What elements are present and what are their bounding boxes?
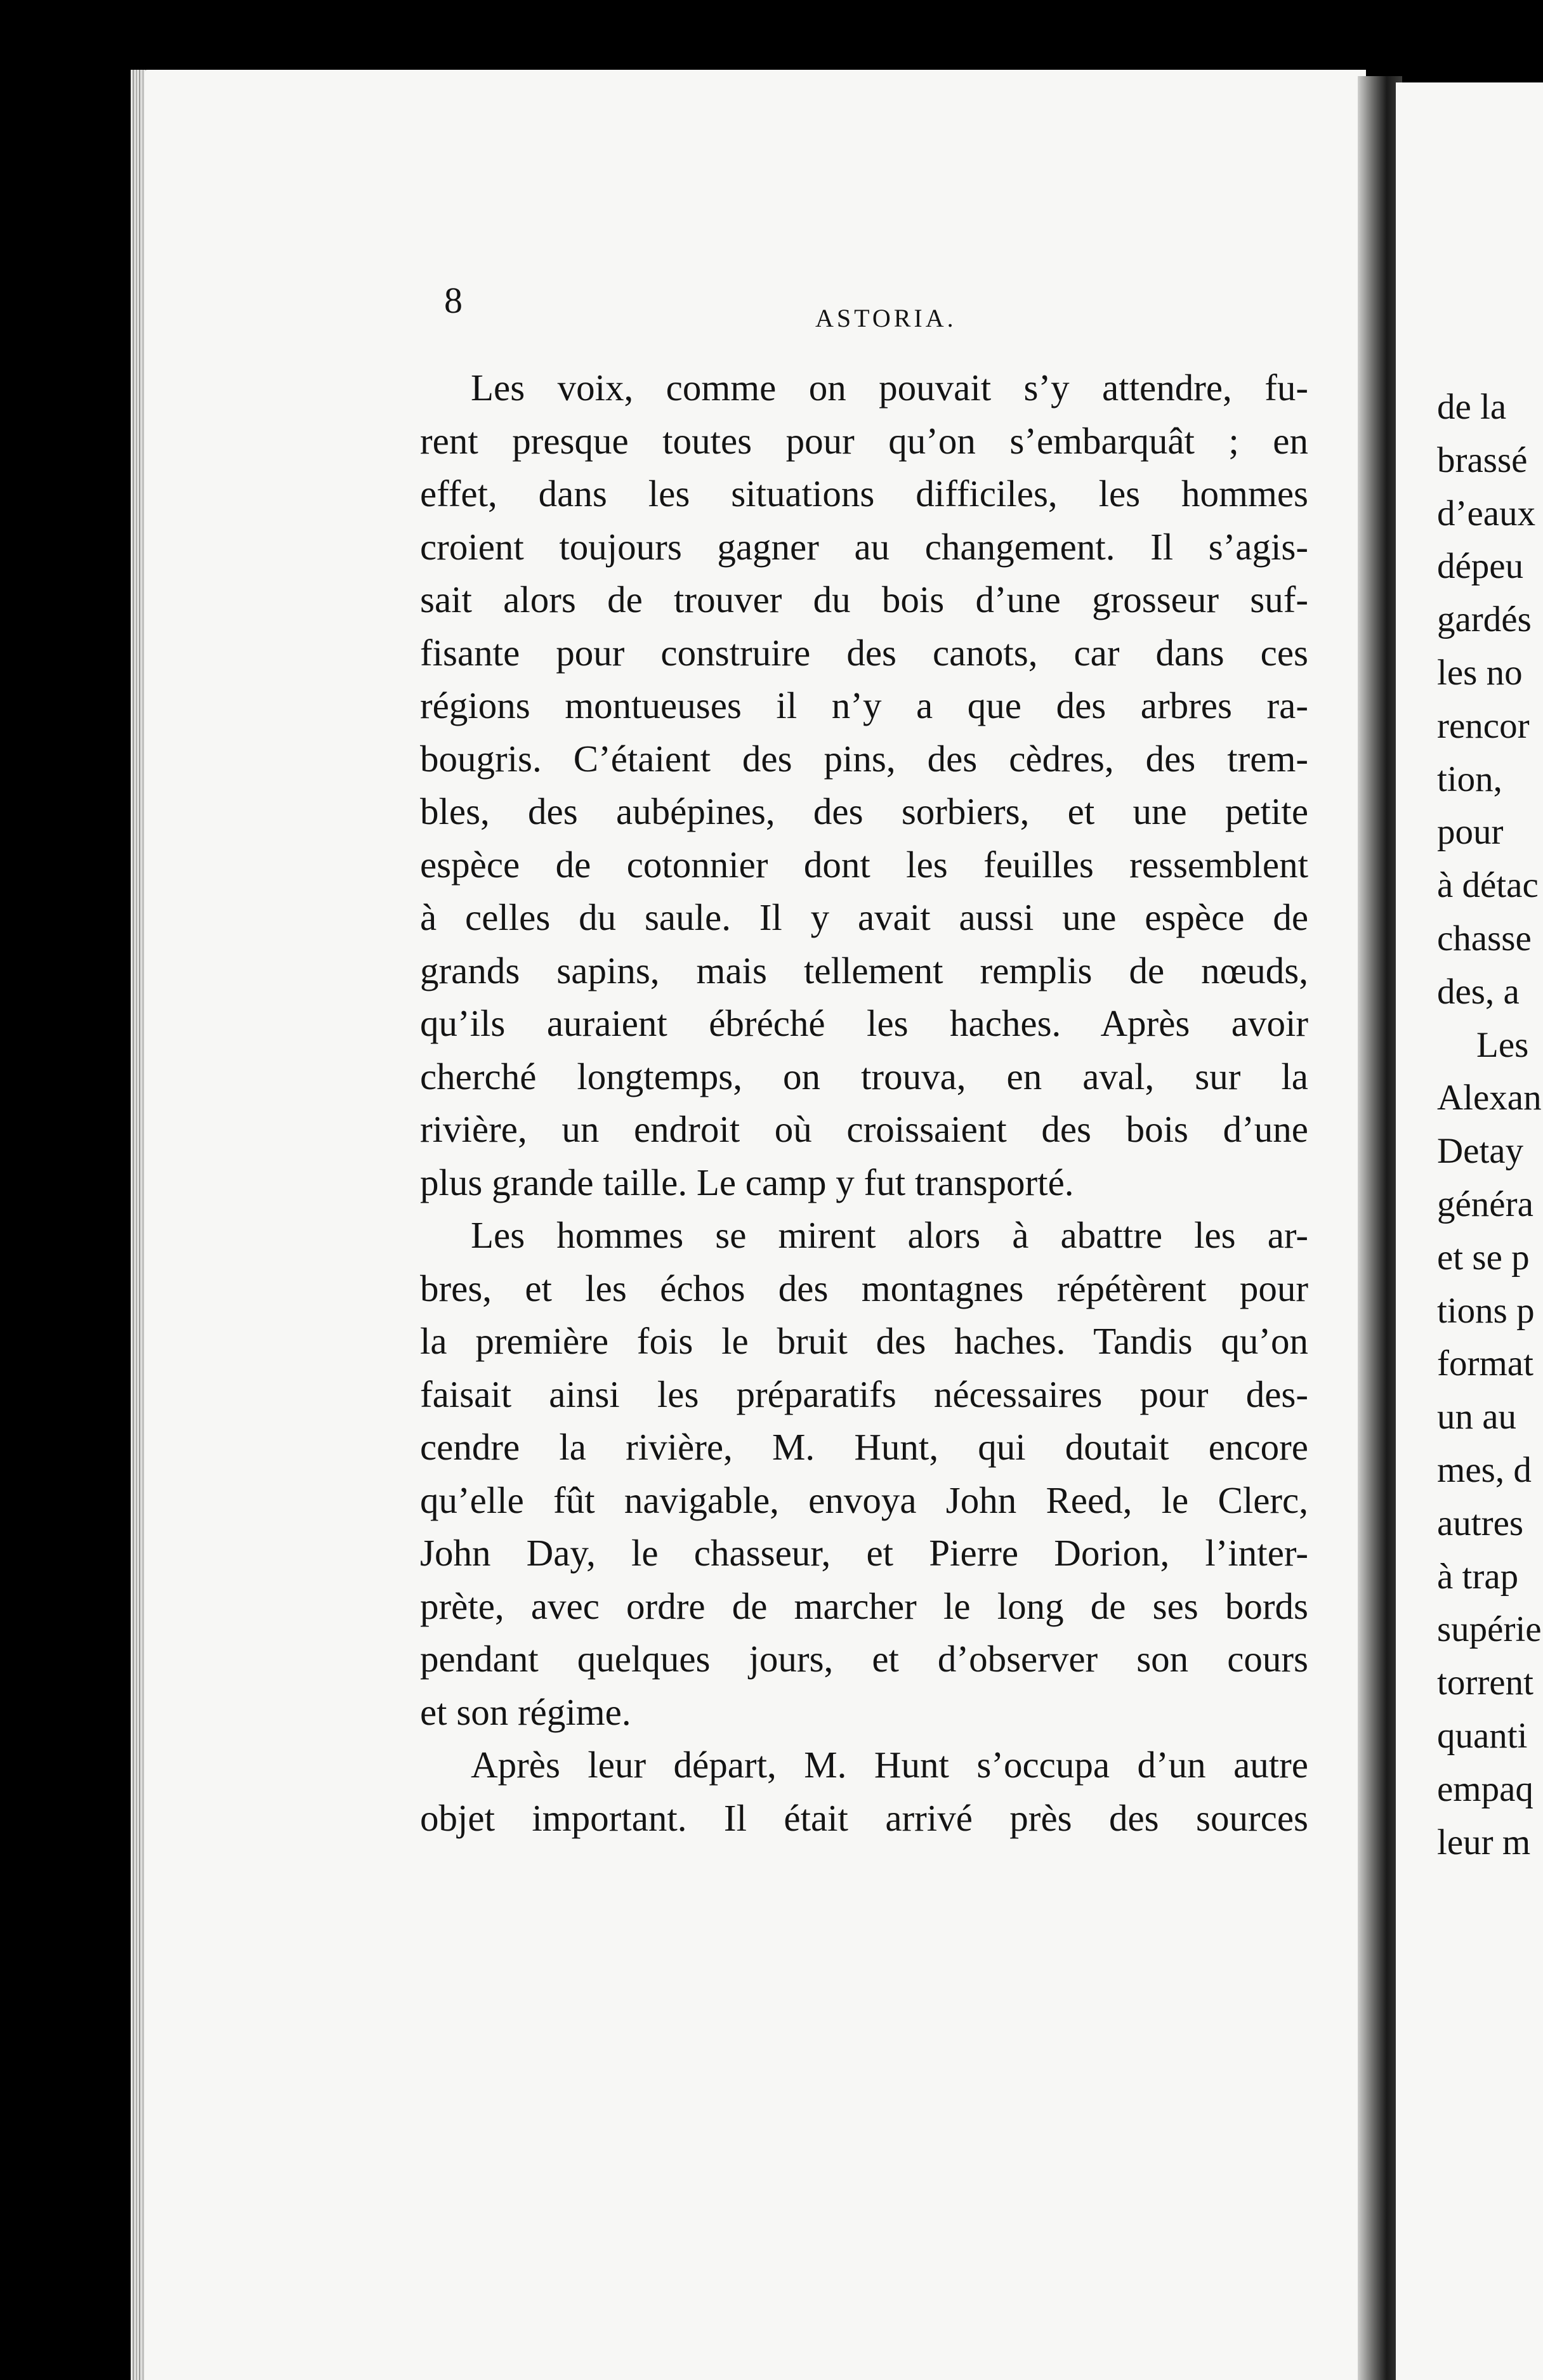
- text-line: faisait ainsi les préparatifs nécessaires pour des-: [420, 1373, 1308, 1415]
- text-line: dépeu: [1437, 546, 1524, 587]
- text-line: pour: [1437, 812, 1504, 853]
- text-line: à trap: [1437, 1556, 1519, 1597]
- text-line: généra: [1437, 1184, 1533, 1224]
- text-line: et son régime.: [420, 1690, 631, 1733]
- left-page-body: [420, 362, 1308, 1845]
- text-line: format: [1437, 1344, 1533, 1384]
- text-line: leur m: [1437, 1822, 1531, 1862]
- text-line: à détac: [1437, 865, 1539, 906]
- text-line: quanti: [1437, 1715, 1528, 1756]
- text-line: sait alors de trouver du bois d’une grosseur suf-: [420, 579, 1308, 620]
- text-line: un au: [1437, 1397, 1517, 1437]
- text-line: tions p: [1437, 1290, 1535, 1331]
- text-line: régions montueuses il n’y a que des arbres ra-: [420, 684, 1308, 726]
- text-line: grands sapins, mais tellement remplis de nœuds,: [420, 949, 1308, 991]
- running-head: ASTORIA.: [815, 304, 957, 332]
- text-line: pendant quelques jours, et d’observer son cours: [420, 1638, 1308, 1680]
- text-line: Après leur départ, M. Hunt s’occupa d’un autre: [471, 1744, 1308, 1786]
- text-line: de la: [1437, 387, 1507, 427]
- text-line: rivière, un endroit où croissaient des bois d’une: [420, 1108, 1308, 1150]
- text-line: qu’ils auraient ébréché les haches. Après avoir: [420, 1002, 1308, 1044]
- text-line: gardés: [1437, 599, 1532, 640]
- text-line: Les voix, comme on pouvait s’y attendre, fu-: [471, 367, 1308, 409]
- text-line: torrent: [1437, 1663, 1533, 1703]
- text-line: croient toujours gagner au changement. Il s’agis-: [420, 525, 1308, 568]
- text-line: bres, et les échos des montagnes répétèrent pour: [420, 1267, 1308, 1309]
- text-line: rent presque toutes pour qu’on s’embarquât ; en: [420, 419, 1308, 462]
- text-line: mes, d: [1437, 1449, 1532, 1490]
- text-line: rencor: [1437, 705, 1530, 746]
- right-page-body: [1437, 381, 1543, 1869]
- text-line: effet, dans les situations difficiles, les hommes: [420, 473, 1308, 514]
- text-line: prète, avec ordre de marcher le long de ses bords: [420, 1585, 1308, 1627]
- text-line: tion,: [1437, 759, 1502, 799]
- text-line: cherché longtemps, on trouva, en aval, sur la: [420, 1055, 1308, 1097]
- text-line: cendre la rivière, M. Hunt, qui doutait encore: [420, 1426, 1308, 1468]
- text-line: objet important. Il était arrivé près des sources: [420, 1796, 1308, 1839]
- text-line: et se p: [1437, 1237, 1530, 1278]
- text-line: Alexan: [1437, 1078, 1542, 1118]
- text-line: brassé: [1437, 440, 1528, 480]
- text-line: la première fois le bruit des haches. Tandis qu’on: [420, 1320, 1308, 1362]
- text-line: chasse: [1437, 918, 1532, 958]
- text-line: Detay: [1437, 1131, 1524, 1172]
- text-line: qu’elle fût navigable, envoya John Reed, le Clerc,: [420, 1479, 1308, 1521]
- text-line: plus grande taille. Le camp y fut transporté.: [420, 1161, 1074, 1203]
- text-line: à celles du saule. Il y avait aussi une espèce de: [420, 896, 1308, 938]
- text-line: empaq: [1437, 1769, 1533, 1809]
- text-line: supérie: [1437, 1609, 1542, 1650]
- text-line: les no: [1437, 652, 1523, 693]
- text-line: Les: [1476, 1024, 1529, 1065]
- text-line: Les hommes se mirent alors à abattre les ar-: [471, 1214, 1308, 1256]
- text-line: autres: [1437, 1503, 1524, 1543]
- text-line: John Day, le chasseur, et Pierre Dorion, l’inter-: [420, 1532, 1308, 1574]
- text-line: des, a: [1437, 971, 1520, 1012]
- text-line: d’eaux: [1437, 493, 1536, 533]
- text-line: fisante pour construire des canots, car dans ces: [420, 631, 1308, 674]
- page-number: 8: [444, 280, 463, 321]
- text-line: bougris. C’étaient des pins, des cèdres, des trem-: [420, 737, 1308, 780]
- text-line: espèce de cotonnier dont les feuilles ressemblent: [420, 843, 1308, 886]
- text-line: bles, des aubépines, des sorbiers, et une petite: [420, 790, 1308, 832]
